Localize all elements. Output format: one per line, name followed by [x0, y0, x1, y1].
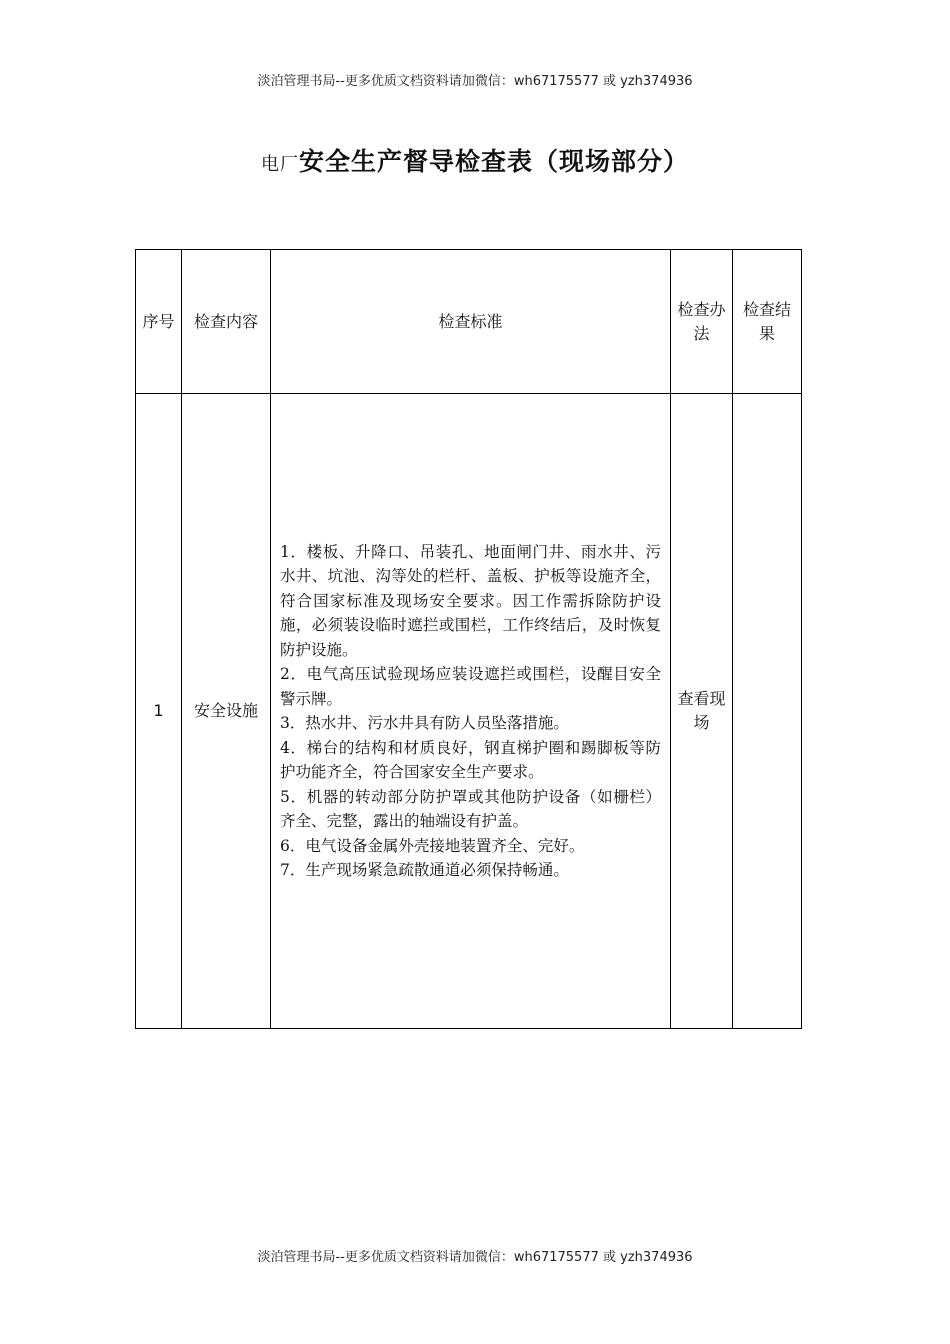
table-row: [136, 394, 802, 1029]
criteria-item: 5．机器的转动部分防护罩或其他防护设备（如栅栏）齐全、完整，露出的轴端设有护盖。: [280, 787, 661, 830]
cell-criteria: [271, 394, 671, 1029]
column-header-index: 序号: [136, 250, 182, 394]
cell-method: 查看现场: [671, 394, 733, 1029]
criteria-item: 2．电气高压试验现场应装设遮拦或围栏，设醒目安全警示牌。: [280, 665, 661, 708]
cell-content: 安全设施: [182, 394, 271, 1029]
criteria-item: 6．电气设备金属外壳接地装置齐全、完好。: [280, 836, 585, 855]
header-note: 淡泊管理书局--更多优质文档资料请加微信：wh67175577 或 yzh374936: [257, 74, 693, 89]
cell-result: [733, 394, 802, 1029]
criteria-item: 7．生产现场紧急疏散通道必须保持畅通。: [280, 861, 569, 879]
column-header-content: 检查内容: [182, 250, 271, 394]
title-main: 安全生产督导检查表（现场部分）: [298, 147, 689, 176]
criteria-item: 1．楼板、升降口、吊装孔、地面闸门井、雨水井、污水井、坑池、沟等处的栏杆、盖板、护板等设施齐全，符合国家标准及现场安全要求。因工作需拆除防护设施，必须装设临时遮拦或围栏，工作终结后，及时恢复防护设施。: [280, 542, 661, 659]
table-header-row: [136, 250, 802, 394]
column-header-criteria: 检查标准: [271, 250, 671, 394]
cell-index: 1: [136, 394, 182, 1029]
column-header-method: 检查办法: [671, 250, 733, 394]
criteria-item: 3．热水井、污水井具有防人员坠落措施。: [280, 714, 569, 732]
checklist-table: [135, 249, 802, 1029]
title-prefix: 电厂: [260, 154, 299, 175]
column-header-result: 检查结果: [733, 250, 802, 394]
footer-note: 淡泊管理书局--更多优质文档资料请加微信：wh67175577 或 yzh374936: [257, 1250, 693, 1265]
page-title: [0, 142, 950, 178]
criteria-item: 4．梯台的结构和材质良好，钢直梯护圈和踢脚板等防护功能齐全，符合国家安全生产要求。: [280, 738, 661, 781]
